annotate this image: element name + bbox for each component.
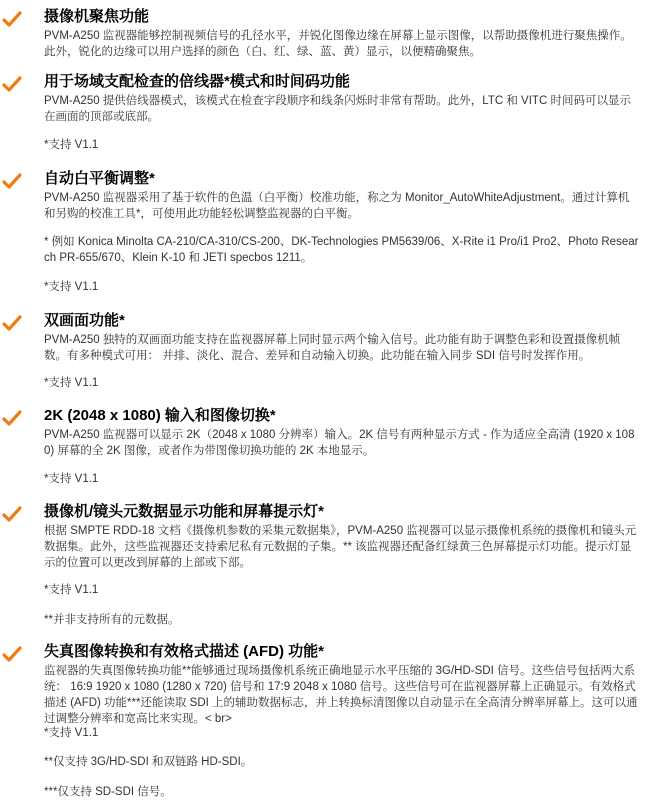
feature-description: PVM-A250 监视器可以显示 2K（2048 x 1080 分辨率）输入。2K 信号有两种显示方式 - 作为适应全高清 (1920 x 1080) 屏幕的全 2K 图像，或者作为带图像切换功能的 2K 本地显示。 — [44, 429, 635, 457]
checkmark-icon — [2, 172, 22, 190]
feature-title: 摄像机聚焦功能 — [44, 8, 150, 25]
signal-note: ***仅支持 SD-SDI 信号。 — [44, 786, 172, 798]
version-note: *支持 V1.1 — [44, 139, 99, 151]
checkmark-icon — [2, 505, 22, 523]
feature-description: 根据 SMPTE RDD-18 文档《摄像机参数的采集元数据集》，PVM-A250 监视器可以显示摄像机系统的摄像机和镜头元数据集。此外，这些监视器还支持索尼私有元数据的子集。** 该监视器还配备红绿黄三色屏幕提示灯功能。提示灯显示的位置可以更改到屏幕的上部或下部。 — [44, 525, 637, 569]
checkmark-icon — [2, 409, 22, 427]
signal-note: **仅支持 3G/HD-SDI 和双链路 HD-SDI。 — [44, 756, 253, 768]
feature-title: 失真图像转换和有效格式描述 (AFD) 功能* — [44, 643, 324, 660]
feature-description: PVM-A250 提供倍线器模式，该模式在检查字段顺序和线条闪烁时非常有帮助。此外，LTC 和 VITC 时间码可以显示在画面的顶部或底部。 — [44, 95, 631, 123]
version-note: *支持 V1.1 — [44, 377, 99, 389]
feature-title: 用于场域支配检查的倍线器*模式和时间码功能 — [44, 73, 350, 90]
footnote: * 例如 Konica Minolta CA-210/CA-310/CS-200、DK-Technologies PM5639/06、X-Rite i1 Pro/i1 Pro2、Photo Research PR-655/670、Klein K-10 和 JETI specbos 1211。 — [44, 236, 639, 264]
checkmark-icon — [2, 645, 22, 663]
version-note: *支持 V1.1 — [44, 473, 99, 485]
feature-title: 自动白平衡调整* — [44, 170, 155, 187]
metadata-note: **并非支持所有的元数据。 — [44, 614, 180, 626]
version-note: *支持 V1.1 — [44, 281, 99, 293]
feature-description: PVM-A250 独特的双画面功能支持在监视器屏幕上同时显示两个输入信号。此功能有助于调整色彩和设置摄像机帧数。有多种模式可用： 并排、淡化、混合、差异和自动输入切换。此功能在输入同步 SDI 信号时发挥作用。 — [44, 334, 621, 362]
version-note: *支持 V1.1 — [44, 727, 99, 739]
version-note: *支持 V1.1 — [44, 584, 99, 596]
feature-description: 监视器的失真图像转换功能**能够通过现场摄像机系统正确地显示水平压缩的 3G/HD-SDI 信号。这些信号包括两大系统： 16:9 1920 x 1080 (1280 x 720) 信号和 17:9 2048 x 1080 信号。这些信号可在监视器屏幕上正确显示。有效格式描述 (AFD) 功能***还能读取 SDI 上的辅助数据标志，并上转换标清图像以自动显示在全高清分辨率屏幕上。这可以通过调整分辨率和宽高比来实现。< br> — [44, 665, 638, 725]
checkmark-icon — [2, 314, 22, 332]
checkmark-icon — [2, 10, 22, 28]
feature-title: 摄像机/镜头元数据显示功能和屏幕提示灯* — [44, 503, 325, 520]
feature-title: 双画面功能* — [44, 312, 125, 329]
feature-description: PVM-A250 监视器采用了基于软件的色温（白平衡）校准功能，称之为 Monitor_AutoWhiteAdjustment。通过计算机和另购的校准工具*，可使用此功能轻松调整监视器的白平衡。 — [44, 192, 630, 220]
checkmark-icon — [2, 75, 22, 93]
feature-title: 2K (2048 x 1080) 输入和图像切换* — [44, 407, 276, 424]
feature-description: PVM-A250 监视器能够控制视频信号的孔径水平，并锐化图像边缘在屏幕上显示图像，以帮助摄像机进行聚焦操作。此外，锐化的边缘可以用户选择的颜色（白、红、绿、蓝、黄）显示，以便精确聚焦。 — [44, 30, 632, 58]
